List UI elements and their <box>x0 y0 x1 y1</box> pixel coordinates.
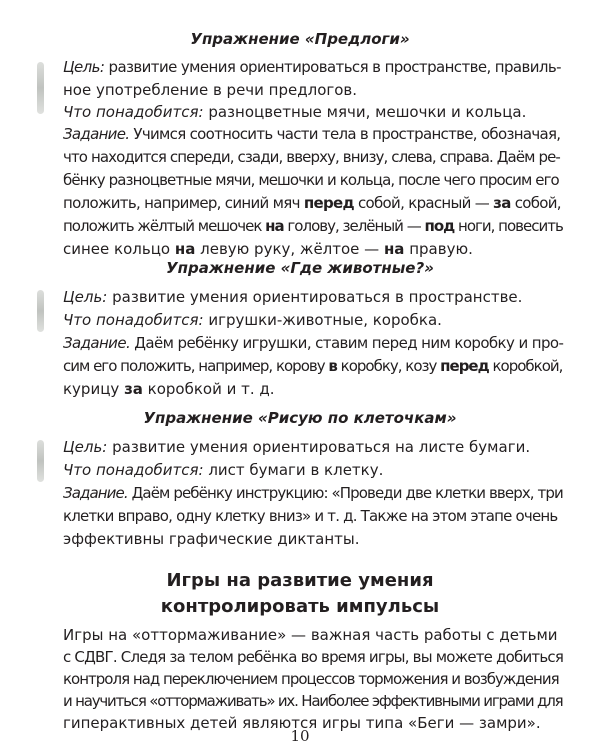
exercise-1-task: Задание. Учимся соотносить части тела в пространстве, обозначая, что находится спереди, сзади, вверху, внизу, слева, справа. Даём ре- бёнку разноцветные мячи, мешочки и кольца, после чего просим его положить, например, синий мяч перед собой, красный — за собой, положить жёлтый мешочек на голову, зелёный — под ноги, повесить синее кольцо на левую руку, жёлтое — на правую. <box>63 125 563 258</box>
exercise-2-goal: Цель: развитие умения ориентироваться в пространстве. <box>63 288 523 306</box>
preposition: на <box>174 240 196 258</box>
preposition: на <box>265 217 284 235</box>
exercise-1-goal: Цель: развитие умения ориентироваться в пространстве, правиль- ное употребление в речи предлогов. <box>63 58 561 99</box>
task-label: Задание. <box>63 125 130 143</box>
section-paragraph: Игры на «оттормаживание» — важная часть работы с детьми с СДВГ. Следя за телом ребёнка во время игры, вы можете добиться контроля над переключением процессов торможения и возбуждения и научиться «оттормаживать» их. Наиболее эффективными играми для гиперактивных детей являются игры типа «Беги — замри». <box>63 626 564 732</box>
exercise-3-goal: Цель: развитие умения ориентироваться на листе бумаги. <box>63 438 531 456</box>
preposition: за <box>493 194 511 212</box>
exercise-3-title: Упражнение «Рисую по клеточкам» <box>143 409 457 427</box>
page-number: 10 <box>290 727 310 745</box>
preposition: перед <box>440 357 489 375</box>
exercise-1-need: Что понадобится: разноцветные мячи, мешочки и кольца. <box>63 103 527 121</box>
exercise-3-need: Что понадобится: лист бумаги в клетку. <box>63 461 384 479</box>
preposition: перед <box>303 194 354 212</box>
exercise-2-title: Упражнение «Где животные?» <box>166 259 434 277</box>
exercise-3-task: Задание. Даём ребёнку инструкцию: «Проведи две клетки вверх, три клетки вправо, одну клетку вниз» и т. д. Также на этом этапе очень эффективны графические диктанты. <box>63 484 563 548</box>
goal-label: Цель: <box>63 58 105 76</box>
preposition: на <box>383 240 405 258</box>
preposition: в <box>328 357 337 375</box>
exercise-2-need: Что понадобится: игрушки-животные, коробка. <box>63 311 442 329</box>
exercise-1-title: Упражнение «Предлоги» <box>190 30 410 48</box>
sidebar-mark <box>37 62 44 114</box>
need-label: Что понадобится: <box>63 103 204 121</box>
sidebar-mark <box>37 440 44 482</box>
section-title: Игры на развитие умения контролировать импульсы <box>160 570 440 617</box>
exercise-2-task: Задание. Даём ребёнку игрушки, ставим перед ним коробку и про- сим его положить, например, корову в коробку, козу перед коробкой, курицу за коробкой и т. д. <box>63 334 564 398</box>
preposition: под <box>424 217 455 235</box>
sidebar-mark <box>37 290 44 332</box>
preposition: за <box>124 380 143 398</box>
